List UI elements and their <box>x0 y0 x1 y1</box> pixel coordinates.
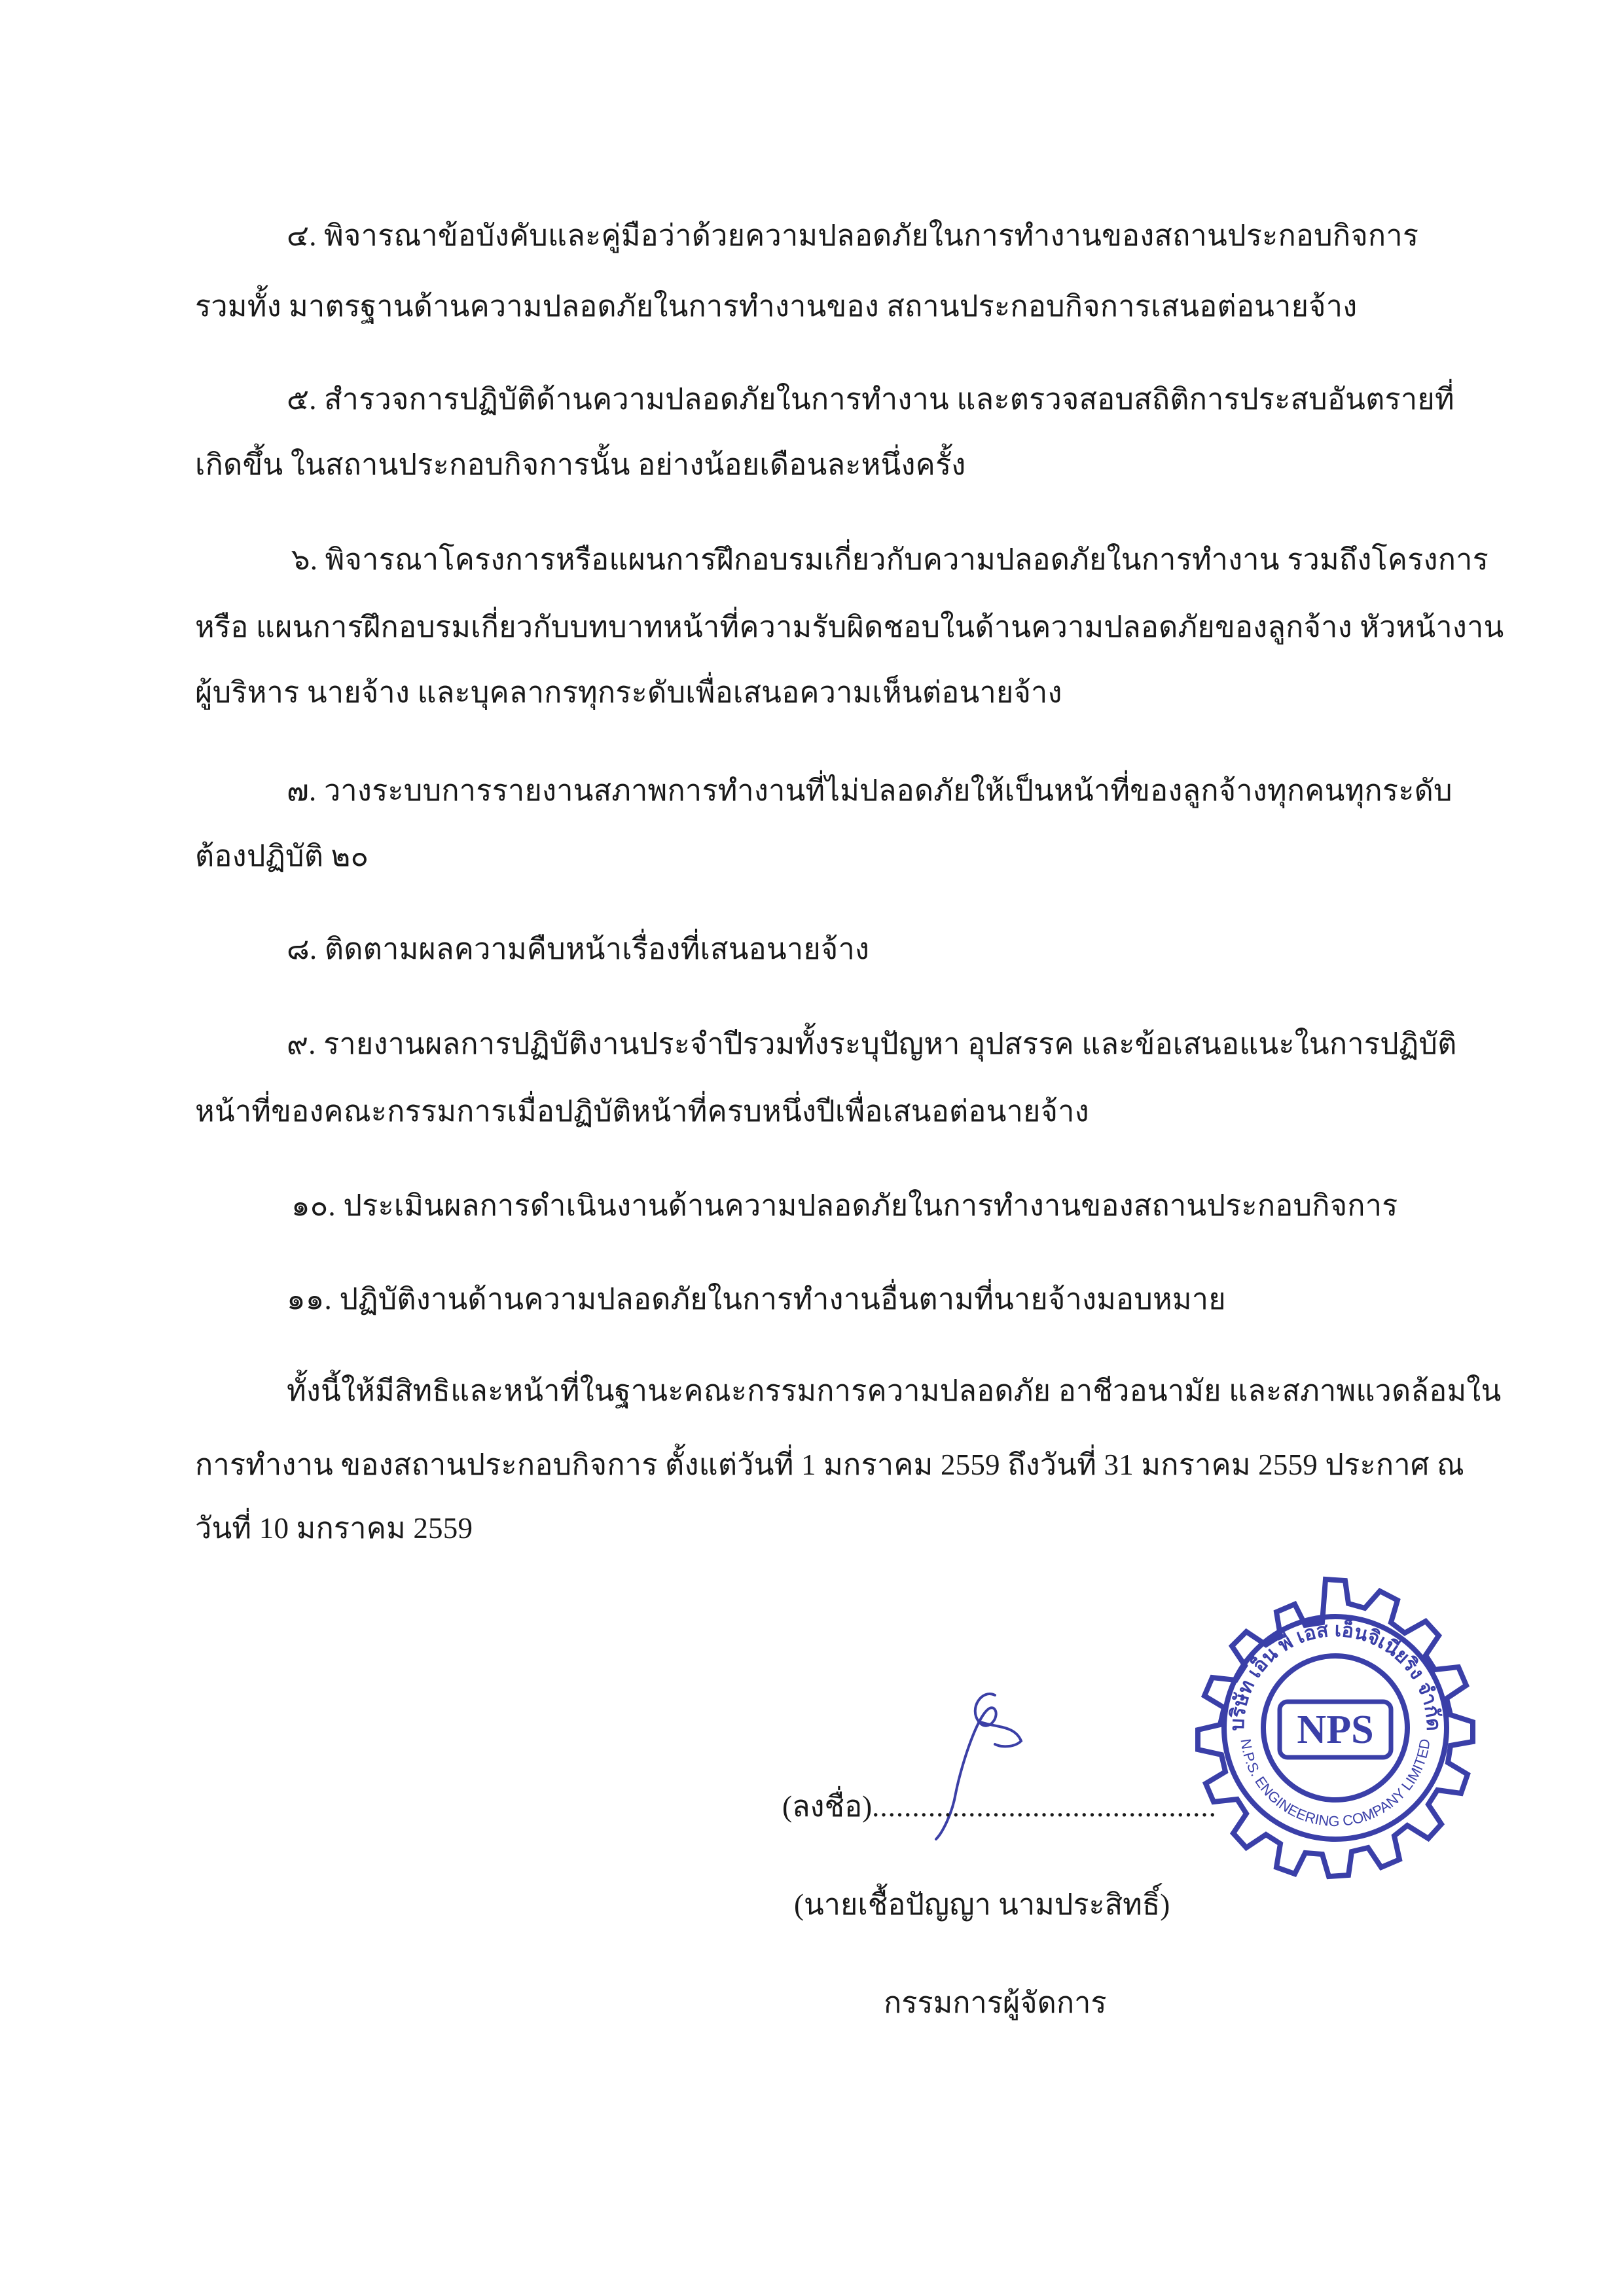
item-10-line-1 <box>291 1186 1398 1225</box>
sign-dots: ........................................... <box>872 1790 1217 1823</box>
signer-name <box>794 1885 1170 1924</box>
closing-text: การทำงาน ของสถานประกอบกิจการ ตั้งแต่วันที่ 1 มกราคม 2559 ถึงวันที่ 31 มกราคม 2559 ประกาศ ณ <box>195 1448 1464 1481</box>
item-8-line-1 <box>287 929 869 969</box>
item-9-line-2 <box>195 1092 1089 1131</box>
item-5-line-2 <box>195 445 965 484</box>
company-seal <box>1165 1568 1486 1888</box>
item-number: ๖. <box>291 543 318 576</box>
closing-line-3 <box>195 1509 473 1548</box>
item-11-line-1 <box>287 1280 1226 1319</box>
item-number: ๘. <box>287 933 317 965</box>
item-number: ๑๐. <box>291 1189 336 1222</box>
item-text: รวมทั้ง มาตรฐานด้านความปลอดภัยในการทำงานของ สถานประกอบกิจการเสนอต่อนายจ้าง <box>195 290 1358 323</box>
item-4-line-2 <box>195 287 1357 326</box>
item-text: รายงานผลการปฏิบัติงานประจำปีรวมทั้งระบุปัญหา อุปสรรค และข้อเสนอแนะในการปฏิบัติ <box>323 1028 1457 1060</box>
item-text: พิจารณาข้อบังคับและคู่มือว่าด้วยความปลอดภัยในการทำงานของสถานประกอบกิจการ <box>324 219 1419 252</box>
item-text: เกิดขึ้น ในสถานประกอบกิจการนั้น อย่างน้อยเดือนละหนึ่งครั้ง <box>195 448 966 481</box>
signer-position-text: กรรมการผู้จัดการ <box>884 1986 1107 2019</box>
item-6-line-1 <box>291 540 1489 579</box>
closing-line-1 <box>287 1371 1501 1410</box>
item-text: หรือ แผนการฝึกอบรมเกี่ยวกับบทบาทหน้าที่ความรับผิดชอบในด้านความปลอดภัยของลูกจ้าง หัวหน้างาน <box>195 611 1504 643</box>
item-text: ประเมินผลการดำเนินงานด้านความปลอดภัยในการทำงานของสถานประกอบกิจการ <box>343 1189 1398 1222</box>
closing-line-2 <box>195 1445 1464 1484</box>
item-text: ผู้บริหาร นายจ้าง และบุคลากรทุกระดับเพื่อเสนอความเห็นต่อนายจ้าง <box>195 676 1062 709</box>
item-number: ๔. <box>287 219 317 252</box>
item-text: พิจารณาโครงการหรือแผนการฝึกอบรมเกี่ยวกับความปลอดภัยในการทำงาน รวมถึงโครงการ <box>325 543 1489 576</box>
seal-english-text: N.P.S. ENGINEERING COMPANY LIMITED <box>1237 1738 1434 1830</box>
sign-line <box>782 1787 1217 1826</box>
item-text: วางระบบการรายงานสภาพการทำงานที่ไม่ปลอดภัยให้เป็นหน้าที่ของลูกจ้างทุกคนทุกระดับ <box>323 774 1453 807</box>
item-number: ๗. <box>287 774 317 807</box>
item-4-line-1 <box>287 216 1418 255</box>
item-text: ปฏิบัติงานด้านความปลอดภัยในการทำงานอื่นตามที่นายจ้างมอบหมาย <box>339 1283 1226 1316</box>
item-text: สำรวจการปฏิบัติด้านความปลอดภัยในการทำงาน และตรวจสอบสถิติการประสบอันตรายที่ <box>324 383 1454 416</box>
item-number: ๙. <box>287 1028 316 1060</box>
signer-position <box>884 1983 1107 2022</box>
item-number: ๕. <box>287 383 317 416</box>
item-5-line-1 <box>287 380 1454 419</box>
item-text: หน้าที่ของคณะกรรมการเมื่อปฏิบัติหน้าที่ครบหนึ่งปีเพื่อเสนอต่อนายจ้าง <box>195 1095 1089 1128</box>
item-9-line-1 <box>287 1024 1457 1064</box>
item-6-line-3 <box>195 673 1062 712</box>
closing-text: วันที่ 10 มกราคม 2559 <box>195 1512 473 1545</box>
item-7-line-1 <box>287 771 1453 810</box>
seal-abbreviation: NPS <box>1297 1708 1374 1752</box>
seal-thai-text: บริษัท เอ็น พี เอส เอ็นจิเนียริ่ง จำกัด <box>1226 1619 1445 1732</box>
closing-text: ทั้งนี้ให้มีสิทธิและหน้าที่ในฐานะคณะกรรมการความปลอดภัย อาชีวอนามัย และสภาพแวดล้อมใน <box>287 1374 1502 1407</box>
item-number: ๑๑. <box>287 1283 332 1316</box>
item-text: ต้องปฏิบัติ ๒๐ <box>195 840 369 872</box>
signer-name-text: (นายเชื้อปัญญา นามประสิทธิ์) <box>794 1888 1170 1921</box>
item-6-line-2 <box>195 607 1504 647</box>
item-text: ติดตามผลความคืบหน้าเรื่องที่เสนอนายจ้าง <box>324 933 870 965</box>
item-7-line-2 <box>195 836 369 876</box>
sign-label: (ลงชื่อ) <box>782 1790 873 1823</box>
